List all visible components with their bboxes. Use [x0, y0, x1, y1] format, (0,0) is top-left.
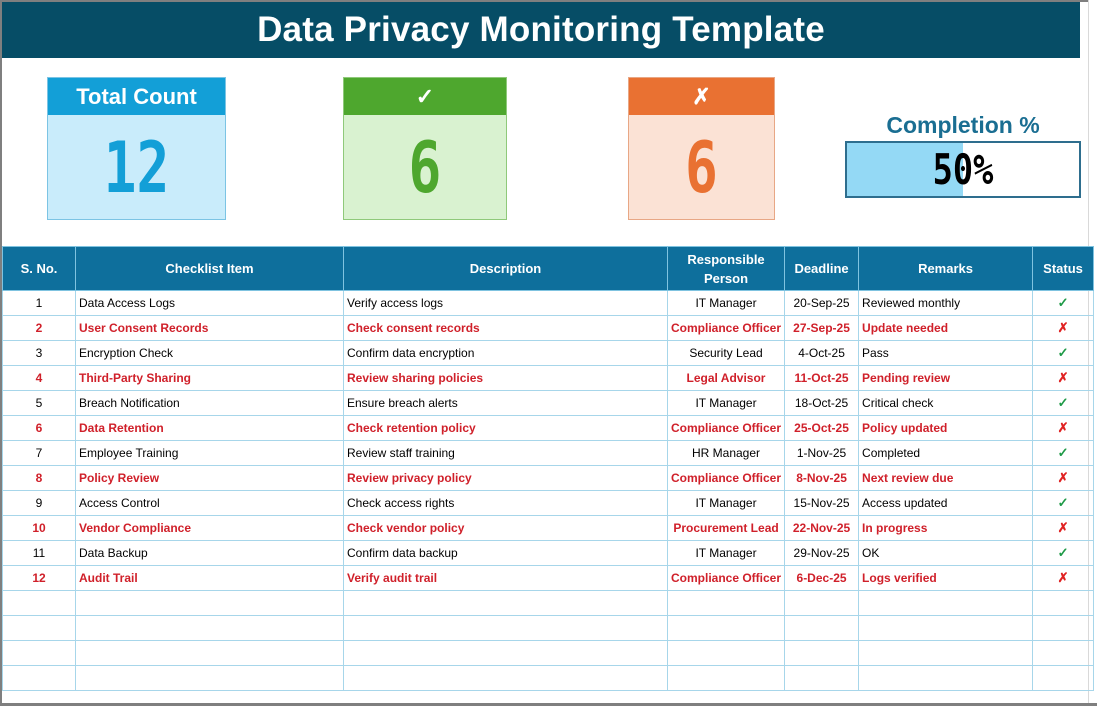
cell-checklist-item[interactable]: Breach Notification	[76, 391, 344, 416]
cell-checklist-item[interactable]	[76, 591, 344, 616]
cell-checklist-item[interactable]	[76, 616, 344, 641]
cell-deadline[interactable]: 22-Nov-25	[785, 516, 859, 541]
cell-sno[interactable]	[3, 641, 76, 666]
cell-description[interactable]: Check consent records	[344, 316, 668, 341]
cell-description[interactable]	[344, 641, 668, 666]
cell-responsible-person[interactable]: IT Manager	[668, 491, 785, 516]
cell-deadline[interactable]: 29-Nov-25	[785, 541, 859, 566]
cell-status[interactable]	[1033, 666, 1094, 691]
cell-sno[interactable]: 9	[3, 491, 76, 516]
cell-checklist-item[interactable]: Employee Training	[76, 441, 344, 466]
check-icon: ✓	[344, 78, 506, 115]
pending-count-value: 6	[685, 127, 718, 209]
table-row	[3, 316, 1094, 341]
cell-responsible-person[interactable]	[668, 591, 785, 616]
cell-remarks[interactable]: Logs verified	[859, 566, 1033, 591]
check-icon: ✓	[1057, 295, 1069, 310]
cell-remarks[interactable]	[859, 666, 1033, 691]
cell-status[interactable]	[1033, 441, 1094, 466]
completed-count-value: 6	[408, 127, 442, 209]
check-icon: ✓	[1057, 445, 1069, 460]
cell-description[interactable]: Check vendor policy	[344, 516, 668, 541]
cell-remarks[interactable]: Next review due	[859, 466, 1033, 491]
cell-remarks[interactable]: Update needed	[859, 316, 1033, 341]
table-row	[3, 441, 1094, 466]
cell-remarks[interactable]: In progress	[859, 516, 1033, 541]
cross-icon: ✗	[1057, 520, 1069, 535]
cell-responsible-person[interactable]: IT Manager	[668, 541, 785, 566]
table-row	[3, 366, 1094, 391]
cell-description[interactable]: Check access rights	[344, 491, 668, 516]
cell-description[interactable]: Ensure breach alerts	[344, 391, 668, 416]
cross-icon: ✗	[1057, 320, 1069, 335]
cell-status[interactable]	[1033, 391, 1094, 416]
cell-deadline[interactable]: 15-Nov-25	[785, 491, 859, 516]
cell-checklist-item[interactable]: Data Retention	[76, 416, 344, 441]
column-header-deadline[interactable]: Deadline	[785, 247, 859, 291]
completed-count-card	[343, 77, 507, 220]
cell-description[interactable]: Review privacy policy	[344, 466, 668, 491]
cell-status[interactable]	[1033, 291, 1094, 316]
completion-label: Completion %	[886, 112, 1040, 138]
table-row	[3, 291, 1094, 316]
cell-remarks[interactable]	[859, 616, 1033, 641]
cell-sno[interactable]: 11	[3, 541, 76, 566]
cell-status[interactable]	[1033, 316, 1094, 341]
cell-checklist-item[interactable]: Vendor Compliance	[76, 516, 344, 541]
empty-table-row	[3, 666, 1094, 691]
check-icon: ✓	[1057, 395, 1069, 410]
cell-deadline[interactable]: 18-Oct-25	[785, 391, 859, 416]
column-header-remarks[interactable]: Remarks	[859, 247, 1033, 291]
cell-responsible-person[interactable]: Procurement Lead	[668, 516, 785, 541]
column-header-responsible-person[interactable]: Responsible Person	[668, 247, 785, 291]
cell-sno[interactable]: 6	[3, 416, 76, 441]
cell-checklist-item[interactable]: Access Control	[76, 491, 344, 516]
cell-sno[interactable]	[3, 616, 76, 641]
cell-responsible-person[interactable]	[668, 666, 785, 691]
cell-deadline[interactable]: 20-Sep-25	[785, 291, 859, 316]
table-row	[3, 416, 1094, 441]
cell-status[interactable]	[1033, 541, 1094, 566]
cell-sno[interactable]: 8	[3, 466, 76, 491]
cell-description[interactable]: Check retention policy	[344, 416, 668, 441]
empty-table-row	[3, 616, 1094, 641]
cell-status[interactable]	[1033, 416, 1094, 441]
cell-checklist-item[interactable]	[76, 641, 344, 666]
completion-value: 50%	[932, 145, 994, 194]
cell-checklist-item[interactable]: Data Backup	[76, 541, 344, 566]
cell-checklist-item[interactable]	[76, 666, 344, 691]
cell-status[interactable]	[1033, 491, 1094, 516]
cell-sno[interactable]: 7	[3, 441, 76, 466]
cell-responsible-person[interactable]: Legal Advisor	[668, 366, 785, 391]
cell-remarks[interactable]: OK	[859, 541, 1033, 566]
cell-responsible-person[interactable]: Compliance Officer	[668, 416, 785, 441]
cell-responsible-person[interactable]: Compliance Officer	[668, 316, 785, 341]
cell-checklist-item[interactable]: Policy Review	[76, 466, 344, 491]
cell-sno[interactable]: 5	[3, 391, 76, 416]
cell-description[interactable]	[344, 616, 668, 641]
cell-responsible-person[interactable]	[668, 641, 785, 666]
cell-responsible-person[interactable]: IT Manager	[668, 391, 785, 416]
cell-checklist-item[interactable]: Audit Trail	[76, 566, 344, 591]
cell-description[interactable]: Confirm data encryption	[344, 341, 668, 366]
cell-description[interactable]: Verify access logs	[344, 291, 668, 316]
cell-remarks[interactable]: Pending review	[859, 366, 1033, 391]
cell-deadline[interactable]: 8-Nov-25	[785, 466, 859, 491]
cell-sno[interactable]: 1	[3, 291, 76, 316]
pending-count-card	[628, 77, 775, 220]
cell-responsible-person[interactable]: Security Lead	[668, 341, 785, 366]
cross-icon: ✗	[629, 78, 774, 115]
column-header-status[interactable]: Status	[1033, 247, 1094, 291]
table-row	[3, 491, 1094, 516]
cell-responsible-person[interactable]: Compliance Officer	[668, 566, 785, 591]
cell-description[interactable]: Confirm data backup	[344, 541, 668, 566]
total-count-value: 12	[103, 127, 170, 209]
cell-remarks[interactable]	[859, 591, 1033, 616]
cell-remarks[interactable]: Policy updated	[859, 416, 1033, 441]
table-row	[3, 391, 1094, 416]
cross-icon: ✗	[1057, 420, 1069, 435]
cell-deadline[interactable]	[785, 666, 859, 691]
cell-deadline[interactable]: 11-Oct-25	[785, 366, 859, 391]
column-header-sno[interactable]: S. No.	[3, 247, 76, 291]
cell-description[interactable]	[344, 666, 668, 691]
table-row	[3, 566, 1094, 591]
cell-remarks[interactable]	[859, 641, 1033, 666]
cell-responsible-person[interactable]: IT Manager	[668, 291, 785, 316]
cell-sno[interactable]: 12	[3, 566, 76, 591]
cross-icon: ✗	[1057, 370, 1069, 385]
cell-description[interactable]	[344, 591, 668, 616]
cell-deadline[interactable]	[785, 641, 859, 666]
cell-sno[interactable]	[3, 666, 76, 691]
cell-status[interactable]	[1033, 366, 1094, 391]
cell-description[interactable]: Verify audit trail	[344, 566, 668, 591]
total-count-label: Total Count	[48, 78, 225, 115]
cell-sno[interactable]: 4	[3, 366, 76, 391]
check-icon: ✓	[1057, 545, 1069, 560]
cell-status[interactable]	[1033, 466, 1094, 491]
cell-remarks[interactable]: Access updated	[859, 491, 1033, 516]
table-header-row	[3, 247, 1094, 291]
cell-status[interactable]	[1033, 591, 1094, 616]
cell-responsible-person[interactable]	[668, 616, 785, 641]
cell-sno[interactable]: 3	[3, 341, 76, 366]
column-header-description[interactable]: Description	[344, 247, 668, 291]
cell-responsible-person[interactable]: Compliance Officer	[668, 466, 785, 491]
cell-remarks[interactable]: Reviewed monthly	[859, 291, 1033, 316]
cell-deadline[interactable]	[785, 591, 859, 616]
cell-sno[interactable]	[3, 591, 76, 616]
cell-description[interactable]: Review staff training	[344, 441, 668, 466]
page-title: Data Privacy Monitoring Template	[2, 2, 1080, 58]
cell-checklist-item[interactable]: Third-Party Sharing	[76, 366, 344, 391]
cell-deadline[interactable]: 25-Oct-25	[785, 416, 859, 441]
cell-responsible-person[interactable]: HR Manager	[668, 441, 785, 466]
cell-status[interactable]	[1033, 516, 1094, 541]
cell-deadline[interactable]: 4-Oct-25	[785, 341, 859, 366]
total-count-card	[47, 77, 226, 220]
cell-checklist-item[interactable]: User Consent Records	[76, 316, 344, 341]
empty-table-row	[3, 591, 1094, 616]
cell-deadline[interactable]	[785, 616, 859, 641]
cell-sno[interactable]: 2	[3, 316, 76, 341]
cell-sno[interactable]: 10	[3, 516, 76, 541]
table-row	[3, 516, 1094, 541]
cell-checklist-item[interactable]: Encryption Check	[76, 341, 344, 366]
cell-checklist-item[interactable]: Data Access Logs	[76, 291, 344, 316]
completion-progress-bar	[845, 141, 1081, 198]
cross-icon: ✗	[1057, 470, 1069, 485]
table-row	[3, 541, 1094, 566]
cross-icon: ✗	[1057, 570, 1069, 585]
cell-status[interactable]	[1033, 566, 1094, 591]
cell-status[interactable]	[1033, 616, 1094, 641]
cell-remarks[interactable]: Completed	[859, 441, 1033, 466]
cell-deadline[interactable]: 1-Nov-25	[785, 441, 859, 466]
check-icon: ✓	[1057, 495, 1069, 510]
table-row	[3, 466, 1094, 491]
cell-remarks[interactable]: Critical check	[859, 391, 1033, 416]
cell-deadline[interactable]: 6-Dec-25	[785, 566, 859, 591]
empty-table-row	[3, 641, 1094, 666]
table-row	[3, 341, 1094, 366]
cell-status[interactable]	[1033, 341, 1094, 366]
column-header-checklist-item[interactable]: Checklist Item	[76, 247, 344, 291]
cell-status[interactable]	[1033, 641, 1094, 666]
checklist-table	[2, 246, 1094, 691]
cell-deadline[interactable]: 27-Sep-25	[785, 316, 859, 341]
check-icon: ✓	[1057, 345, 1069, 360]
cell-description[interactable]: Review sharing policies	[344, 366, 668, 391]
cell-remarks[interactable]: Pass	[859, 341, 1033, 366]
